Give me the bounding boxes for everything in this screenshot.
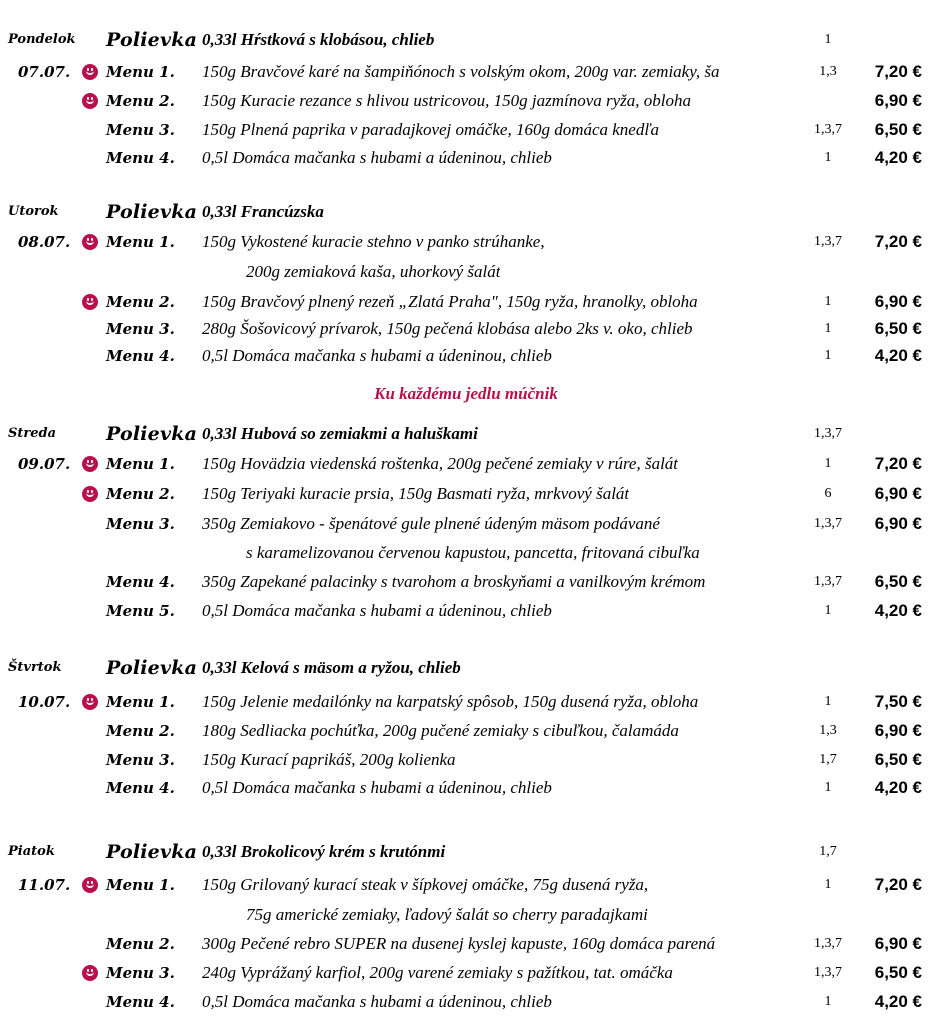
menu-row [0, 746, 932, 774]
soup-label: Polievka [106, 841, 198, 863]
dish-description: 0,5l Domáca mačanka s hubami a údeninou, chlieb [202, 148, 552, 167]
menu-row [0, 228, 932, 256]
allergens: 1 [824, 877, 832, 892]
menu-row [0, 144, 932, 172]
soup-row [0, 420, 932, 448]
allergens: 1,3 [819, 723, 837, 738]
dish-description-continued: 75g americké zemiaky, ľadový šalát so cherry paradajkami [246, 905, 648, 924]
menu-row [0, 450, 932, 478]
menu-label: Menu 4. [106, 779, 175, 797]
menu-row [0, 87, 932, 115]
price: 6,50 € [874, 750, 922, 769]
dish-description: 150g Grilovaný kurací steak v šípkovej omáčke, 75g dusená ryža, [202, 875, 649, 894]
day-name: Štvrtok [8, 660, 62, 675]
dish-description: 150g Kuracie rezance s hlivou ustricovou, 150g jazmínova ryža, obloha [202, 91, 692, 110]
menu-label: Menu 2. [106, 722, 175, 740]
price: 6,90 € [874, 934, 922, 953]
menu-row [0, 288, 932, 316]
allergens: 1,3,7 [814, 426, 842, 441]
dish-description-continued: 200g zemiaková kaša, uhorkový šalát [246, 262, 501, 281]
smiley-icon [82, 877, 98, 893]
menu-label: Menu 2. [106, 485, 175, 503]
menu-row [0, 510, 932, 538]
menu-row [0, 959, 932, 987]
dish-description: 300g Pečené rebro SUPER na dusenej kyslej kapuste, 160g domáca parená [202, 934, 716, 953]
menu-label: Menu 1. [106, 233, 175, 251]
menu-label: Menu 5. [106, 602, 175, 620]
smiley-icon [82, 456, 98, 472]
menu-row [0, 871, 932, 899]
price: 6,90 € [874, 721, 922, 740]
price: 6,90 € [874, 514, 922, 533]
menu-label: Menu 3. [106, 121, 175, 139]
menu-row [0, 717, 932, 745]
menu-row [0, 774, 932, 802]
menu-label: Menu 2. [106, 293, 175, 311]
notice-row [0, 380, 932, 408]
price: 4,20 € [874, 148, 922, 167]
menu-row-continuation [0, 539, 932, 567]
menu-row [0, 116, 932, 144]
menu-row [0, 480, 932, 508]
soup-name: 0,33l Hŕstková s klobásou, chlieb [202, 30, 435, 49]
menu-label: Menu 2. [106, 935, 175, 953]
menu-label: Menu 1. [106, 455, 175, 473]
allergens: 1 [824, 694, 832, 709]
allergens: 1,3,7 [814, 122, 842, 137]
allergens: 1,3 [819, 64, 837, 79]
day-date: 09.07. [18, 455, 71, 473]
menu-row [0, 342, 932, 370]
dish-description: 150g Jelenie medailónky na karpatský spôsob, 150g dusená ryža, obloha [202, 692, 699, 711]
price: 7,20 € [874, 232, 922, 251]
dish-description: 0,5l Domáca mačanka s hubami a údeninou, chlieb [202, 778, 552, 797]
menu-label: Menu 3. [106, 515, 175, 533]
dish-description: 0,5l Domáca mačanka s hubami a údeninou, chlieb [202, 601, 552, 620]
soup-row [0, 26, 932, 54]
soup-name: 0,33l Kelová s mäsom a ryžou, chlieb [202, 658, 461, 677]
menu-label: Menu 4. [106, 993, 175, 1011]
price: 7,20 € [874, 62, 922, 81]
allergens: 1 [824, 321, 832, 336]
day-date: 08.07. [18, 233, 71, 251]
dish-description: 150g Teriyaki kuracie prsia, 150g Basmati ryža, mrkvový šalát [202, 484, 630, 503]
allergens: 1 [824, 150, 832, 165]
soup-label: Polievka [106, 657, 198, 679]
dish-description: 280g Šošovicový prívarok, 150g pečená klobása alebo 2ks v. oko, chlieb [202, 319, 693, 338]
allergens: 1 [824, 994, 832, 1009]
price: 4,20 € [874, 992, 922, 1011]
dish-description: 0,5l Domáca mačanka s hubami a údeninou, chlieb [202, 346, 552, 365]
price: 4,20 € [874, 601, 922, 620]
dish-description: 240g Vyprážaný karfiol, 200g varené zemiaky s pažítkou, tat. omáčka [202, 963, 673, 982]
soup-name: 0,33l Brokolicový krém s krutónmi [202, 842, 446, 861]
price: 6,90 € [874, 91, 922, 110]
menu-row-continuation [0, 258, 932, 286]
smiley-icon [82, 93, 98, 109]
price: 6,50 € [874, 120, 922, 139]
soup-name: 0,33l Hubová so zemiakmi a haluškami [202, 424, 478, 443]
allergens: 1 [824, 780, 832, 795]
menu-label: Menu 4. [106, 149, 175, 167]
price: 7,20 € [874, 454, 922, 473]
allergens: 1 [824, 603, 832, 618]
allergens: 1 [824, 456, 832, 471]
dish-description: 150g Hovädzia viedenská roštenka, 200g pečené zemiaky v rúre, šalát [202, 454, 679, 473]
soup-label: Polievka [106, 423, 198, 445]
dish-description-continued: s karamelizovanou červenou kapustou, pancetta, fritovaná cibuľka [246, 543, 700, 562]
menu-label: Menu 4. [106, 347, 175, 365]
menu-row [0, 930, 932, 958]
allergens: 1 [824, 348, 832, 363]
allergens: 1,3,7 [814, 936, 842, 951]
menu-label: Menu 4. [106, 573, 175, 591]
allergens: 1,7 [819, 752, 837, 767]
price: 4,20 € [874, 778, 922, 797]
menu-row [0, 597, 932, 625]
menu-row [0, 315, 932, 343]
day-name: Piatok [8, 844, 55, 859]
dish-description: 150g Kurací paprikáš, 200g kolienka [202, 750, 456, 769]
allergens: 1 [824, 32, 832, 47]
dish-description: 180g Sedliacka pochúťka, 200g pučené zemiaky s cibuľkou, čalamáda [202, 721, 679, 740]
day-date: 07.07. [18, 63, 71, 81]
dessert-notice: Ku každému jedlu múčnik [374, 384, 558, 403]
price: 7,20 € [874, 875, 922, 894]
dish-description: 150g Bravčové karé na šampiňónoch s volským okom, 200g var. zemiaky, ša [202, 62, 720, 81]
menu-label: Menu 3. [106, 964, 175, 982]
menu-label: Menu 3. [106, 320, 175, 338]
soup-label: Polievka [106, 201, 198, 223]
smiley-icon [82, 234, 98, 250]
smiley-icon [82, 486, 98, 502]
dish-description: 350g Zapekané palacinky s tvarohom a broskyňami a vanilkovým krémom [202, 572, 706, 591]
smiley-icon [82, 965, 98, 981]
smiley-icon [82, 294, 98, 310]
price: 4,20 € [874, 346, 922, 365]
price: 7,50 € [874, 692, 922, 711]
price: 6,90 € [874, 484, 922, 503]
allergens: 1 [824, 294, 832, 309]
day-name: Pondelok [8, 32, 76, 47]
soup-label: Polievka [106, 29, 198, 51]
dish-description: 150g Bravčový plnený rezeň „Zlatá Praha", 150g ryža, hranolky, obloha [202, 292, 698, 311]
dish-description: 150g Plnená paprika v paradajkovej omáčke, 160g domáca knedľa [202, 120, 660, 139]
price: 6,50 € [874, 319, 922, 338]
allergens: 1,3,7 [814, 516, 842, 531]
smiley-icon [82, 694, 98, 710]
menu-row [0, 568, 932, 596]
menu-label: Menu 1. [106, 876, 175, 894]
allergens: 1,3,7 [814, 965, 842, 980]
menu-row [0, 988, 932, 1016]
menu-row [0, 58, 932, 86]
menu-label: Menu 1. [106, 63, 175, 81]
allergens: 1,3,7 [814, 574, 842, 589]
day-name: Utorok [8, 204, 59, 219]
soup-row [0, 838, 932, 866]
menu-label: Menu 2. [106, 92, 175, 110]
day-name: Streda [8, 426, 57, 441]
soup-name: 0,33l Francúzska [202, 202, 324, 221]
day-date: 11.07. [18, 876, 71, 894]
soup-row [0, 198, 932, 226]
price: 6,50 € [874, 963, 922, 982]
dish-description: 0,5l Domáca mačanka s hubami a údeninou, chlieb [202, 992, 552, 1011]
menu-label: Menu 3. [106, 751, 175, 769]
price: 6,50 € [874, 572, 922, 591]
allergens: 1,7 [819, 844, 837, 859]
menu-row [0, 688, 932, 716]
day-date: 10.07. [18, 693, 71, 711]
dish-description: 150g Vykostené kuracie stehno v panko strúhanke, [202, 232, 545, 251]
allergens: 6 [824, 486, 832, 501]
soup-row [0, 654, 932, 682]
allergens: 1,3,7 [814, 234, 842, 249]
menu-label: Menu 1. [106, 693, 175, 711]
price: 6,90 € [874, 292, 922, 311]
menu-row-continuation [0, 901, 932, 929]
dish-description: 350g Zemiakovo - špenátové gule plnené údeným mäsom podávané [202, 514, 660, 533]
smiley-icon [82, 64, 98, 80]
